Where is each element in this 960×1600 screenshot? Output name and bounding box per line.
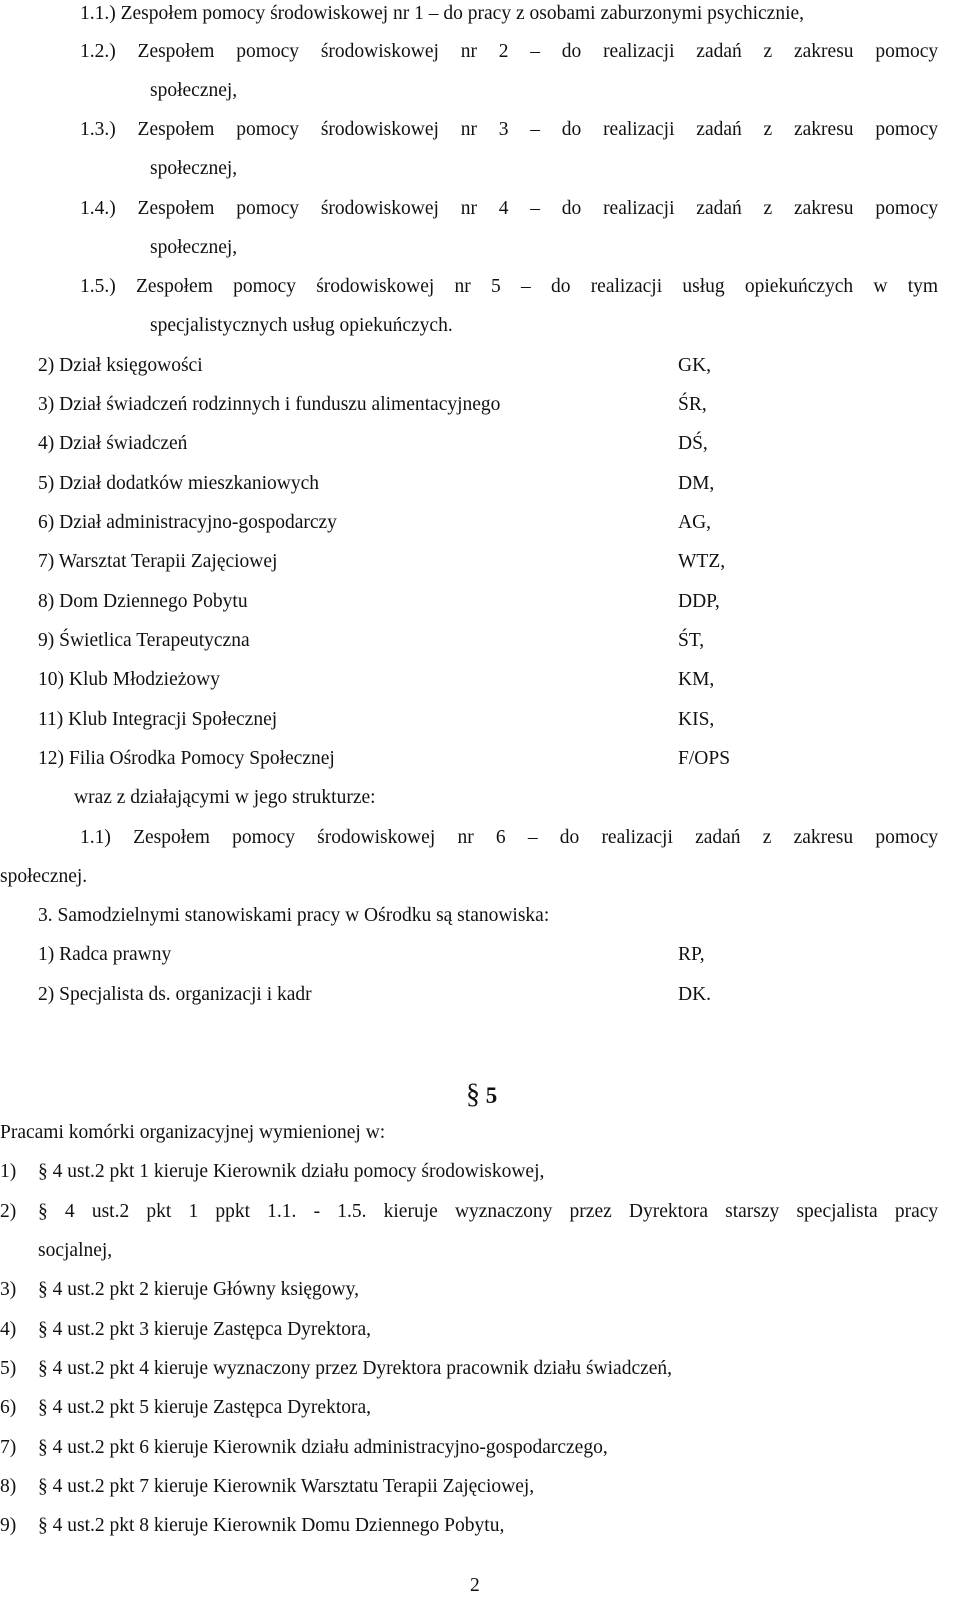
point-3-heading: 3. Samodzielnymi stanowiskami pracy w Ośrodku są stanowiska: [38, 905, 550, 926]
department-code: GK, [678, 355, 712, 376]
head-item-number: 5) [0, 1358, 17, 1379]
head-item-number: 6) [0, 1397, 17, 1418]
position-code: DK. [678, 984, 712, 1005]
department-name: 12) Filia Ośrodka Pomocy Społecznej [38, 748, 335, 769]
department-code: KM, [678, 669, 715, 690]
head-item-text: § 4 ust.2 pkt 8 kieruje Kierownik Domu Dziennego Pobytu, [38, 1515, 505, 1536]
head-item-text: § 4 ust.2 pkt 2 kieruje Główny księgowy, [38, 1279, 359, 1300]
subitem-1-5-cont: specjalistycznych usług opiekuńczych. [150, 315, 453, 336]
head-item-number: 8) [0, 1476, 17, 1497]
department-name: 5) Dział dodatków mieszkaniowych [38, 473, 320, 494]
subitem-1-4: 1.4.) Zespołem pomocy środowiskowej nr 4 – do realizacji zadań z zakresu pomocy [80, 198, 939, 219]
subitem-1-2-cont: społecznej, [150, 80, 238, 101]
department-code: DDP, [678, 591, 720, 612]
department-name: 4) Dział świadczeń [38, 433, 188, 454]
subitem-1-1-team6-cont: społecznej. [0, 866, 88, 887]
head-item-number: 7) [0, 1437, 17, 1458]
head-item-number: 1) [0, 1161, 17, 1182]
department-code: WTZ, [678, 551, 726, 572]
head-item-text: § 4 ust.2 pkt 4 kieruje wyznaczony przez Dyrektora pracownik działu świadczeń, [38, 1358, 673, 1379]
section-intro: Pracami komórki organizacyjnej wymienionej w: [0, 1122, 386, 1143]
head-item-text: § 4 ust.2 pkt 1 kieruje Kierownik działu pomocy środowiskowej, [38, 1161, 545, 1182]
department-code: DM, [678, 473, 715, 494]
head-item-text: § 4 ust.2 pkt 1 ppkt 1.1. - 1.5. kieruje wyznaczony przez Dyrektora starszy specjalista pracy [38, 1201, 939, 1222]
position-name: 1) Radca prawny [38, 944, 172, 965]
head-item-text: § 4 ust.2 pkt 5 kieruje Zastępca Dyrektora, [38, 1397, 372, 1418]
subitem-1-4-cont: społecznej, [150, 237, 238, 258]
subitem-1-1-team6: 1.1) Zespołem pomocy środowiskowej nr 6 – do realizacji zadań z zakresu pomocy [80, 827, 939, 848]
head-item-number: 2) [0, 1201, 17, 1222]
department-code: AG, [678, 512, 712, 533]
department-name: 8) Dom Dziennego Pobytu [38, 591, 248, 612]
department-name: 9) Świetlica Terapeutyczna [38, 630, 250, 651]
subitem-1-3: 1.3.) Zespołem pomocy środowiskowej nr 3 – do realizacji zadań z zakresu pomocy [80, 119, 939, 140]
head-item-number: 4) [0, 1319, 17, 1340]
department-name: 7) Warsztat Terapii Zajęciowej [38, 551, 278, 572]
head-item-text: § 4 ust.2 pkt 3 kieruje Zastępca Dyrektora, [38, 1319, 372, 1340]
department-code: ŚT, [678, 630, 705, 651]
department-name: 2) Dział księgowości [38, 355, 203, 376]
head-item-text: § 4 ust.2 pkt 6 kieruje Kierownik działu administracyjno-gospodarczego, [38, 1437, 608, 1458]
head-item-text-cont: socjalnej, [38, 1240, 113, 1261]
department-code: ŚR, [678, 394, 707, 415]
department-code: KIS, [678, 709, 715, 730]
subitem-1-5: 1.5.) Zespołem pomocy środowiskowej nr 5 – do realizacji usług opiekuńczych w tym [80, 276, 939, 297]
subitem-1-2: 1.2.) Zespołem pomocy środowiskowej nr 2 – do realizacji zadań z zakresu pomocy [80, 41, 939, 62]
department-name: 3) Dział świadczeń rodzinnych i funduszu alimentacyjnego [38, 394, 501, 415]
department-name: 10) Klub Młodzieżowy [38, 669, 220, 690]
position-code: RP, [678, 944, 705, 965]
department-name: 6) Dział administracyjno-gospodarczy [38, 512, 337, 533]
head-item-number: 3) [0, 1279, 17, 1300]
position-name: 2) Specjalista ds. organizacji i kadr [38, 984, 312, 1005]
with-structure-text: wraz z działającymi w jego strukturze: [74, 787, 376, 808]
subitem-1-3-cont: społecznej, [150, 158, 238, 179]
department-code: F/OPS [678, 748, 731, 769]
section-heading: § 5 [466, 1079, 498, 1110]
head-item-text: § 4 ust.2 pkt 7 kieruje Kierownik Warsztatu Terapii Zajęciowej, [38, 1476, 535, 1497]
department-name: 11) Klub Integracji Społecznej [38, 709, 278, 730]
head-item-number: 9) [0, 1515, 17, 1536]
subitem-1-1: 1.1.) Zespołem pomocy środowiskowej nr 1 – do pracy z osobami zaburzonymi psychicznie, [80, 3, 805, 24]
department-code: DŚ, [678, 433, 708, 454]
page-number: 2 [470, 1575, 480, 1596]
